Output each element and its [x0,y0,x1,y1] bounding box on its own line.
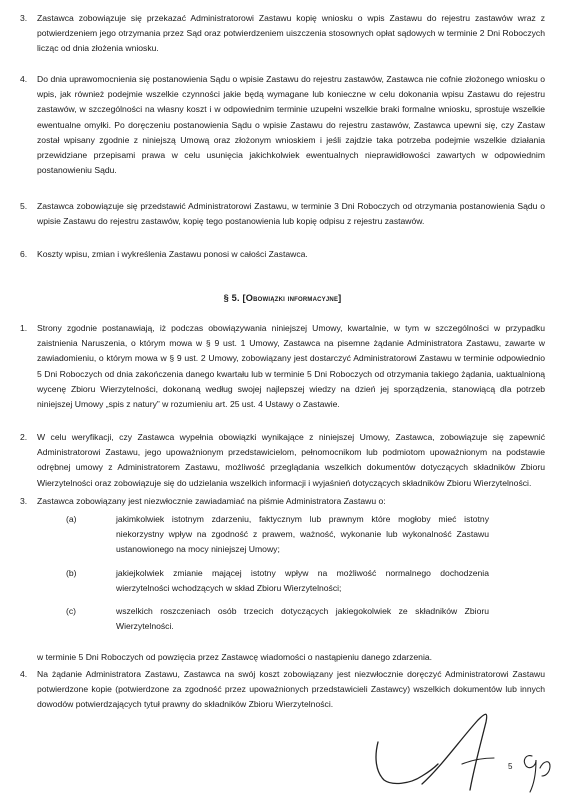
item-text: Zastawca zobowiązany jest niezwłocznie zawiadamiać na piśmie Administratora Zastawu o: [37,496,386,506]
item-number: 6. [20,249,28,259]
item-number: 5. [20,201,28,211]
subitem-label: (c) [66,606,77,616]
subitem-label: (b) [66,568,77,578]
item-text: Zastawca zobowiązuje się przekazać Administratorowi Zastawu kopię wniosku o wpis Zastawu do rejestru zastawów wraz z potwierdzeniem jego otrzymania przez Sąd oraz potwierdzeniem uiszczenia stosownych opłat sądowych w terminie 2 Dni Roboczych licząc od dnia złożenia wniosku. [37,13,545,54]
item-text: Zastawca zobowiązuje się przedstawić Administratorowi Zastawu, w terminie 3 Dni Roboczych od otrzymania postanowienia Sądu o wpisie Zastawu do rejestru zastawów, kopię tego postanowienia lub kopię odpisu z rejestru zastawów. [37,201,545,227]
item-number: 3. [20,496,28,506]
subitem-text: wszelkich roszczeniach osób trzecich dotyczących jakiegokolwiek ze składników Zbioru Wierzytelności. [116,606,489,632]
item-text: Do dnia uprawomocnienia się postanowienia Sądu o wpisie Zastawu do rejestru zastawów, Zastawca nie cofnie złożonego wniosku o wpis, jak również podejmie wszelkie czynności jakie będą wymagane lub konieczne w celu dokonania wpisu Zastawu do rejestru zastawów, w szczególności na własny koszt i w odpowiednim terminie uzupełni wszelkie braki formalne wniosku, sprostuje wszelkie ewentualne omyłki. Po doręczeniu postanowienia Sądu o wpisie Zastawu do rejestru zastawów, Zastawca upewni się, czy Zastaw został wpisany zgodnie z niniejszą Umową oraz złożonym wnioskiem i jeśli zajdzie taka potrzeba podejmie wszelkie działania przewidziane przepisami prawa w celu usunięcia jakichkolwiek ewentualnych nieprawidłowości zawartych w odpowiednim postanowieniu Sądu. [37,74,545,176]
continuation-line: w terminie 5 Dni Roboczych od powzięcia przez Zastawcę wiadomości o nastąpieniu danego zdarzenia. [37,652,433,662]
item-text: Na żądanie Administratora Zastawu, Zastawca na swój koszt zobowiązany jest niezwłocznie doręczyć Administratorowi Zastawu potwierdzone kopie (potwierdzone za zgodność przez upoważnionych przedstawicieli Zastawcy) wszelkich dokumentów lub innych dowodów potwierdzających tytuł prawny do składników Zbioru Wierzytelności. [37,669,545,710]
item-number: 2. [20,432,28,442]
section-title: [Obowiązki informacyjne] [242,293,342,303]
item-text: Strony zgodnie postanawiają, iż podczas obowiązywania niniejszej Umowy, kwartalnie, w tym w szczególności w przypadku zaistnienia Naruszenia, o którym mowa w § 9 ust. 1 Umowy, Zastawca na pisemne żądanie Administratora Zastawu, zawarte w zawiadomieniu, o którym mowa w § 9 ust. 2 Umowy, zobowiązany jest dostarczyć Administratorowi Zastawu w terminie odpowiednio 5 Dni Roboczych od dnia zakończenia danego kwartału lub w terminie 5 Dni Roboczych od otrzymania takiego żądania, uaktualnioną wycenę Zbioru Wierzytelności, dokonaną według swojej najlepszej wiedzy na dzień jej sporządzenia, stanowiącą dla potrzeb niniejszej Umowy „spis z natury” w rozumieniu art. 25 ust. 4 Ustawy o Zastawie. [37,323,545,410]
subitem-label: (a) [66,514,77,524]
item-text: W celu weryfikacji, czy Zastawca wypełnia obowiązki wynikające z niniejszej Umowy, Zastawca, zobowiązuje się zapewnić Administratorowi Zastawu, jego upoważnionym przedstawicielom, pełnomocnikom lub podmiotom upoważnionym na podstawie odrębnej umowy z Administratorem Zastawu, możliwość przeglądania wszelkich dokumentów dotyczących składników Zbioru Wierzytelności oraz zobowiązuje się do udzielania wszelkich informacji i wyjaśnień dotyczących składników Zbioru Wierzytelności. [37,432,545,488]
page-number: 5 [508,762,513,771]
item-number: 4. [20,74,28,84]
item-number: 1. [20,323,28,333]
item-number: 4. [20,669,28,679]
subitem-text: jakimkolwiek istotnym zdarzeniu, faktycznym lub prawnym które mogłoby mieć istotny niekorzystny wpływ na zgodność z prawem, ważność, wykonanie lub wykonalność Zastawu ustanowionego na mocy niniejszej Umowy; [116,514,489,555]
section-number: § 5. [223,293,240,303]
item-text: Koszty wpisu, zmian i wykreślenia Zastawu ponosi w całości Zastawca. [37,249,308,259]
item-number: 3. [20,13,28,23]
subitem-text: jakiejkolwiek zmianie mającej istotny wpływ na możliwość normalnego dochodzenia wierzytelności wchodzących w skład Zbioru Wierzytelności; [116,568,489,594]
